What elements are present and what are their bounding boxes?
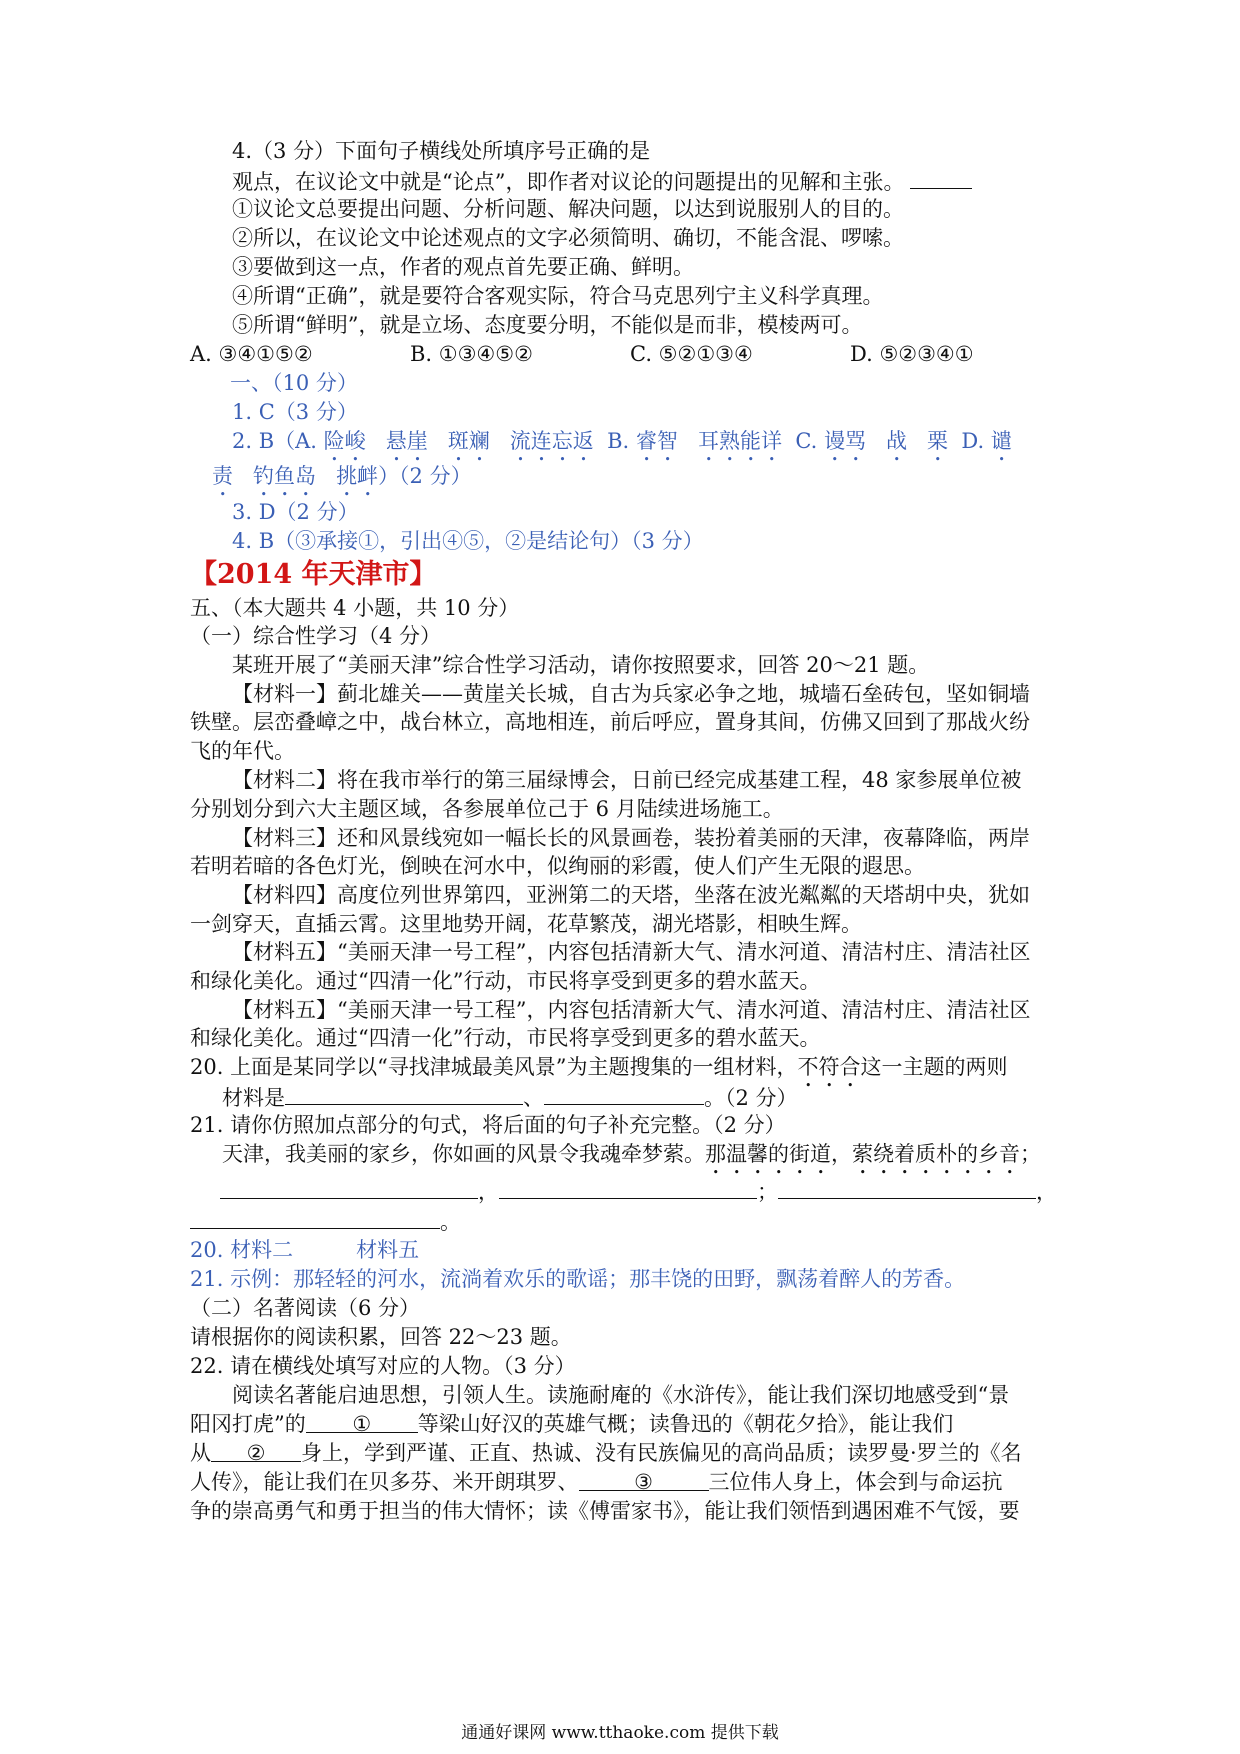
question-22-line-2: 阳冈打虎”的 ① 等梁山好汉的英雄气概；读鲁迅的《朝花夕拾》，能让我们 xyxy=(190,1412,954,1436)
q4-sentence-3: ③要做到这一点，作者的观点首先要正确、鲜明。 xyxy=(232,255,694,279)
answer-2: 2. B（A. 险峻 悬崖 斑斓 流连忘返 B. 睿智 耳熟能详 C. 谩骂 战 栗 D. 谴 xyxy=(232,429,1012,453)
answer-blank xyxy=(544,1082,704,1105)
answer-blank-3: ③ xyxy=(579,1468,709,1491)
question-22: 22. 请在横线处填写对应的人物。（3 分） xyxy=(190,1354,576,1378)
material-1-line-2: 铁壁。层峦叠嶂之中，战台林立，高地相连，前后呼应，置身其间，仿佛又回到了那战火纷 xyxy=(190,710,1030,734)
q4-sentence-2: ②所以，在议论文中论述观点的文字必须简明、确切，不能含混、啰嗦。 xyxy=(232,226,904,250)
material-2-line-2: 分别划分到六大主题区域，各参展单位己于 6 月陆续进场施工。 xyxy=(190,797,784,821)
q4-option-b: B. ①③④⑤② xyxy=(410,342,533,366)
q4-sentence-1: ①议论文总要提出问题、分析问题、解决问题，以达到说服别人的目的。 xyxy=(232,197,904,221)
page-footer: 通通好课网 www.tthaoke.com 提供下载 xyxy=(461,1723,779,1743)
q4-option-c: C. ⑤②①③④ xyxy=(630,342,753,366)
question-21-blanks-2: 。 xyxy=(190,1206,461,1237)
question-22-line-5: 争的崇高勇气和勇于担当的伟大情怀；读《傅雷家书》，能让我们领悟到遇困难不气馁，要 xyxy=(190,1499,1020,1523)
answer-blank-2: ② xyxy=(211,1439,301,1462)
q4-intro: 观点，在议论文中就是“论点”，即作者对议论的问题提出的见解和主张。 xyxy=(232,166,972,197)
material-3-line-2: 若明若暗的各色灯光，倒映在河水中，似绚丽的彩霞，使人们产生无限的遐思。 xyxy=(190,854,925,878)
q4-option-d: D. ⑤②③④① xyxy=(850,342,974,366)
material-4-line-2: 一剑穿天，直插云霄。这里地势开阔，花草繁茂，湖光塔影，相映生辉。 xyxy=(190,912,862,936)
material-5-repeat-line-2: 和绿化美化。通过“四清一化”行动，市民将享受到更多的碧水蓝天。 xyxy=(190,1026,821,1050)
section-5-head: 五、（本大题共 4 小题，共 10 分） xyxy=(190,596,520,620)
answer-21: 21. 示例：那轻轻的河水，流淌着欢乐的歌谣；那丰饶的田野，飘荡着醉人的芳香。 xyxy=(190,1267,966,1291)
material-1-line-1: 【材料一】蓟北雄关——黄崖关长城，自古为兵家必争之地，城墙石垒砖包，坚如铜墙 xyxy=(232,682,1030,706)
answer-blank xyxy=(285,1082,523,1105)
answer-blank-1: ① xyxy=(306,1410,418,1433)
question-22-line-1: 阅读名著能启迪思想，引领人生。读施耐庵的《水浒传》，能让我们深切地感受到“景 xyxy=(232,1383,1010,1407)
q4-stem: 4.（3 分）下面句子横线处所填序号正确的是 xyxy=(232,139,651,163)
answer-3: 3. D（2 分） xyxy=(232,500,359,524)
material-5-line-1: 【材料五】“美丽天津一号工程”，内容包括清新大气、清水河道、清洁村庄、清洁社区 xyxy=(232,940,1031,964)
answer-blank xyxy=(220,1176,478,1199)
answer-4: 4. B（③承接①，引出④⑤，②是结论句）（3 分） xyxy=(232,529,704,553)
subsection-2-head: （二）名著阅读（6 分） xyxy=(190,1296,421,1320)
subsection-1-head: （一）综合性学习（4 分） xyxy=(190,624,442,648)
material-4-line-1: 【材料四】高度位列世界第四，亚洲第二的天塔，坐落在波光粼粼的天塔胡中央，犹如 xyxy=(232,883,1030,907)
answer-blank xyxy=(190,1206,440,1229)
answer-2-cont: 责 钓鱼岛 挑衅）（2 分） xyxy=(212,464,472,488)
question-21-prompt: 天津，我美丽的家乡，你如画的风景令我魂牵梦萦。那温馨的街道，萦绕着质朴的乡音； xyxy=(222,1142,1041,1166)
material-3-line-1: 【材料三】还和风景线宛如一幅长长的风景画卷，装扮着美丽的天津，夜幕降临，两岸 xyxy=(232,826,1030,850)
section-title-tianjin: 【2014 年天津市】 xyxy=(190,559,437,590)
question-21: 21. 请你仿照加点部分的句式，将后面的句子补充完整。（2 分） xyxy=(190,1113,786,1137)
answer-blank xyxy=(499,1176,757,1199)
question-20: 20. 上面是某同学以“寻找津城最美风景”为主题搜集的一组材料，不符合这一主题的两则 xyxy=(190,1055,1008,1079)
question-20-blanks: 材料是 、 。（2 分） xyxy=(222,1082,798,1113)
q4-sentence-5: ⑤所谓“鲜明”，就是立场、态度要分明，不能似是而非，模棱两可。 xyxy=(232,313,863,337)
q4-sentence-4: ④所谓“正确”，就是要符合客观实际，符合马克思列宁主义科学真理。 xyxy=(232,284,884,308)
q4-option-a: A. ③④①⑤② xyxy=(190,342,313,366)
material-5-line-2: 和绿化美化。通过“四清一化”行动，市民将享受到更多的碧水蓝天。 xyxy=(190,969,821,993)
subsection-2-intro: 请根据你的阅读积累，回答 22～23 题。 xyxy=(190,1325,572,1349)
answer-20: 20. 材料二 材料五 xyxy=(190,1238,420,1262)
q4-blank xyxy=(910,166,972,189)
intro-paragraph: 某班开展了“美丽天津”综合性学习活动，请你按照要求，回答 20～21 题。 xyxy=(232,653,930,677)
answer-blank xyxy=(778,1176,1036,1199)
question-21-blanks: ， ； ， xyxy=(220,1176,1057,1207)
question-22-line-3: 从 ② 身上，学到严谨、正直、热诚、没有民族偏见的高尚品质；读罗曼·罗兰的《名 xyxy=(190,1441,1022,1465)
material-2-line-1: 【材料二】将在我市举行的第三届绿博会，日前已经完成基建工程，48 家参展单位被 xyxy=(232,768,1022,792)
answer-1: 1. C（3 分） xyxy=(232,400,358,424)
answer-section-head: 一、（10 分） xyxy=(230,371,358,395)
material-1-line-3: 飞的年代。 xyxy=(190,739,295,763)
material-5-repeat-line-1: 【材料五】“美丽天津一号工程”，内容包括清新大气、清水河道、清洁村庄、清洁社区 xyxy=(232,998,1031,1022)
question-22-line-4: 人传》，能让我们在贝多芬、米开朗琪罗、 ③ 三位伟人身上，体会到与命运抗 xyxy=(190,1470,1003,1494)
